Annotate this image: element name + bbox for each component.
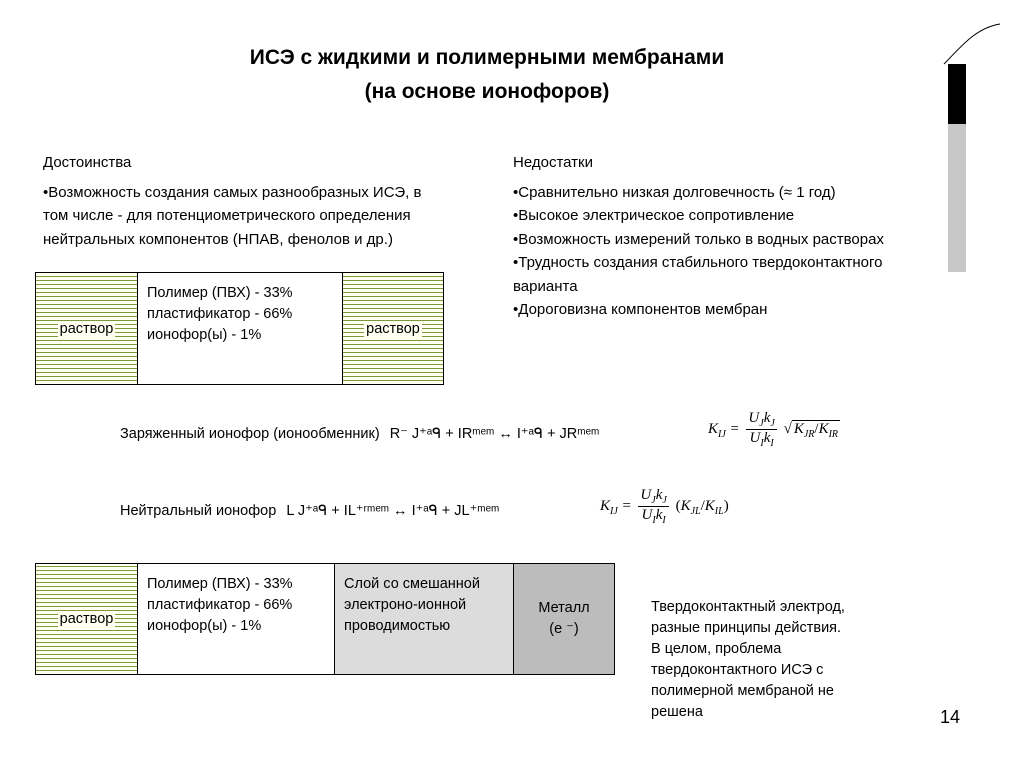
formula-symbol: U <box>641 507 653 523</box>
neutral-ionophore-reaction: L J⁺ᵃᑫ + IL⁺ʳᵐᵉᵐ ↔ I⁺ᵃᑫ + JL⁺ᵐᵉᵐ <box>286 503 500 519</box>
formula-symbol: k <box>655 487 663 503</box>
disadvantages-line: •Сравнительно низкая долговечность (≈ 1 год) <box>513 183 836 201</box>
solution-region-2 <box>35 563 138 675</box>
formula-symbol: K <box>793 420 804 437</box>
formula-symbol: k <box>763 430 771 446</box>
note-line: твердоконтактного ИСЭ с <box>651 662 824 678</box>
metal-layer <box>513 563 615 675</box>
note-line: Твердоконтактный электрод, <box>651 599 845 615</box>
page-number: 14 <box>940 707 961 727</box>
note-line: решена <box>651 704 703 720</box>
formula-subscript: J <box>651 495 656 506</box>
formula-subscript: IL <box>714 505 724 517</box>
membrane-line: ионофор(ы) - 1% <box>147 327 262 343</box>
formula-subscript: J <box>770 418 775 429</box>
formula-subscript: IR <box>828 428 839 440</box>
formula-subscript: I <box>770 438 774 449</box>
membrane-region-2 <box>137 563 335 675</box>
solution-right-label: раствор <box>366 320 420 337</box>
formula-subscript: I <box>662 515 666 526</box>
formula-subscript: IJ <box>610 505 618 517</box>
advantages-heading: Достоинства <box>43 154 132 171</box>
advantages-line: •Возможность создания самых разнообразных ИСЭ, в <box>43 183 422 201</box>
formula-subscript: J <box>662 495 667 506</box>
membrane-line: Полимер (ПВХ) - 33% <box>147 576 293 592</box>
mixed-layer-line: Слой со смешанной <box>344 576 480 592</box>
solution-left-label: раствор <box>59 320 114 337</box>
formula-symbol: K <box>708 420 719 437</box>
formula-symbol: k <box>655 507 663 523</box>
note-line: полимерной мембраной не <box>651 683 834 699</box>
charged-ionophore-label: Заряженный ионофор (ионообменник) <box>120 426 380 442</box>
formula-symbol: U <box>749 430 761 446</box>
mixed-layer-line: электроно-ионной <box>344 597 467 613</box>
membrane-line: ионофор(ы) - 1% <box>147 618 262 634</box>
neutral-selectivity-formula: $K_{IJ}$ = $\frac{U_Jk_J}{U_Ik_I}$ $(K_{JL}/K_{IL})$ <box>600 487 729 526</box>
formula-subscript: IJ <box>718 428 726 440</box>
neutral-ionophore-label: Нейтральный ионофор <box>120 503 277 519</box>
solution-right-region <box>342 272 444 385</box>
solution-left-region <box>35 272 138 385</box>
advantages-line: том числе - для потенциометрического определения <box>43 207 411 224</box>
formula-subscript: J <box>759 418 764 429</box>
mixed-conductivity-layer <box>334 563 514 675</box>
advantages-block <box>43 151 483 251</box>
solid-contact-note <box>651 597 891 723</box>
membrane-line: Полимер (ПВХ) - 33% <box>147 285 293 301</box>
membrane-region <box>137 272 343 385</box>
mixed-layer-line: проводимостью <box>344 618 451 634</box>
charged-selectivity-formula: $K_{IJ}$ = $\frac{U_Jk_J}{U_Ik_I}$ √ $K_{JR}/K_{IR}$ <box>708 410 839 449</box>
membrane-line: пластификатор - 66% <box>147 597 293 613</box>
solution-label-2: раствор <box>59 611 114 627</box>
metal-line: (е ⁻) <box>549 621 579 637</box>
charged-ionophore-row <box>120 426 599 442</box>
disadvantages-line: •Возможность измерений только в водных растворах <box>513 230 884 248</box>
formula-symbol: K <box>704 497 715 514</box>
charged-ionophore-reaction: R⁻ J⁺ᵃᑫ + IRᵐᵉᵐ ↔ I⁺ᵃᑫ + JRᵐᵉᵐ <box>389 426 600 442</box>
note-line: В целом, проблема <box>651 641 782 657</box>
formula-subscript: JR <box>803 428 815 440</box>
decorative-bar-light <box>948 124 966 272</box>
metal-line: Металл <box>538 600 590 616</box>
note-line: разные принципы действия. <box>651 620 842 636</box>
neutral-ionophore-row <box>120 503 499 519</box>
formula-subscript: I <box>652 515 656 526</box>
formula-symbol: K <box>818 420 829 437</box>
disadvantages-line: •Дороговизна компонентов мембран <box>513 301 768 318</box>
formula-symbol: K <box>680 497 691 514</box>
slide-title-line1: ИСЭ с жидкими и полимерными мембранами <box>249 46 725 69</box>
advantages-line: нейтральных компонентов (НПАВ, фенолов и др.) <box>43 230 393 248</box>
disadvantages-line: •Высокое электрическое сопротивление <box>513 207 795 224</box>
disadvantages-heading: Недостатки <box>513 154 593 171</box>
formula-subscript: JL <box>690 505 701 517</box>
formula-subscript: I <box>760 438 764 449</box>
formula-symbol: U <box>748 410 760 426</box>
disadvantages-line: •Трудность создания стабильного твердоконтактного <box>513 254 883 271</box>
formula-symbol: U <box>640 487 652 503</box>
disadvantages-line: варианта <box>513 277 578 295</box>
formula-symbol: k <box>763 410 771 426</box>
membrane-line: пластификатор - 66% <box>147 306 293 322</box>
disadvantages-block <box>513 151 943 322</box>
slide-title-line2: (на основе ионофоров) <box>364 80 610 103</box>
formula-symbol: K <box>600 497 611 514</box>
